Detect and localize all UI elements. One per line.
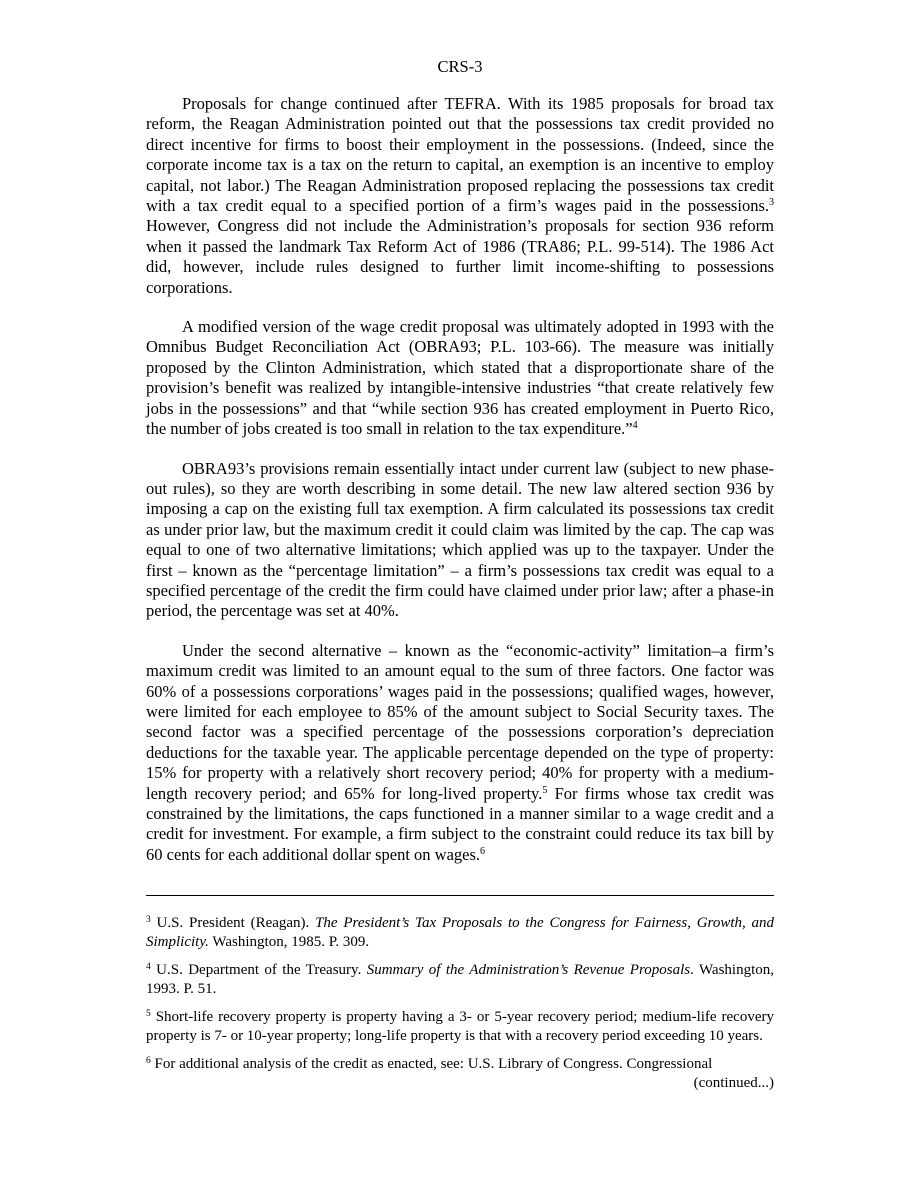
footnote-6 bbox=[146, 1055, 774, 1074]
footnote-5 bbox=[146, 1008, 774, 1046]
footnote-divider bbox=[146, 895, 774, 896]
footnote-4-number: 4 bbox=[146, 962, 151, 972]
footnote-3-number: 3 bbox=[146, 915, 151, 925]
footnote-5-number: 5 bbox=[146, 1009, 151, 1019]
paragraph-1-text-b: However, Congress did not include the Administration’s proposals for section 936 reform when it passed the landmark Tax Reform Act of 1986 (TRA86; P.L. 99-514). The 1986 Act did, however, include rules designed to further limit income-shifting to possessions corporations. bbox=[146, 216, 774, 297]
paragraph-2-text: A modified version of the wage credit proposal was ultimately adopted in 1993 with the Omnibus Budget Reconciliation Act (OBRA93; P.L. 103-66). The measure was initially proposed by the Clinton Administration, which stated that a disproportionate share of the provision’s benefit was realized by intangible-intensive industries “that create relatively few jobs in the possessions” and that “while section 936 has created employment in Puerto Rico, the number of jobs created is too small in relation to the tax expenditure.” bbox=[146, 317, 774, 439]
paragraph-4-text-b: For firms whose tax credit was constrained by the limitations, the caps functioned in a manner similar to a wage credit and a credit for investment. For example, a firm subject to the constraint could reduce its tax bill by 60 cents for each additional dollar spent on wages. bbox=[146, 783, 774, 864]
footnote-3-tail: Washington, 1985. P. 309. bbox=[208, 934, 370, 950]
footnote-4-title: Summary of the Administration’s Revenue Proposals bbox=[366, 962, 691, 978]
footnote-ref-3[interactable]: 3 bbox=[769, 197, 774, 209]
paragraph-1 bbox=[146, 94, 774, 298]
footnote-ref-4[interactable]: 4 bbox=[632, 420, 638, 432]
footnote-3-title: The President’s Tax Proposals to the Congress for Fairness, Growth, and Simplicity. bbox=[146, 915, 775, 950]
footnote-4-lead: U.S. Department of the Treasury. bbox=[150, 962, 367, 978]
footnotes bbox=[146, 914, 774, 1093]
paragraph-4-text-a: Under the second alternative – known as the “economic-activity” limitation–a firm’s maximum credit was limited to an amount equal to the sum of three factors. One factor was 60% of a possessions corporations’ wages paid in the possessions; qualified wages, however, were limited for each employee to 85% of the amount subject to Social Security taxes. The second factor was a specified percentage of the possessions corporation’s depreciation deductions for the taxable year. The applicable percentage depended on the type of property: 15% for property with a relatively short recovery period; 40% for property with a medium-length recovery period; and 65% for long-lived property. bbox=[146, 640, 774, 803]
footnote-4 bbox=[146, 961, 774, 999]
paragraph-2 bbox=[146, 317, 774, 439]
footnote-3-lead: U.S. President (Reagan). bbox=[150, 915, 316, 931]
page-header: CRS-3 bbox=[437, 57, 483, 76]
paragraph-3-text: OBRA93’s provisions remain essentially intact under current law (subject to new phase-out rules), so they are worth describing in some detail. The new law altered section 936 by imposing a cap on the existing full tax exemption. A firm calculated its possessions tax credit as under prior law, but the maximum credit it could claim was limited by the cap. The cap was equal to one of two alternative limitations; which applied was up to the taxpayer. Under the first – known as the “percentage limitation” – a firm’s possessions tax credit was equal to a specified percentage of the credit the firm could have claimed under prior law; after a phase-in period, the percentage was set at 40%. bbox=[146, 458, 774, 621]
footnote-ref-5[interactable]: 5 bbox=[542, 784, 548, 796]
footnote-3 bbox=[146, 914, 774, 952]
footnote-6-text: For additional analysis of the credit as enacted, see: U.S. Library of Congress. Congressional bbox=[150, 1056, 713, 1072]
body-text bbox=[146, 94, 774, 884]
paragraph-1-text-a: Proposals for change continued after TEFRA. With its 1985 proposals for broad tax reform, the Reagan Administration pointed out that the possessions tax credit provided no direct incentive for firms to boost their employment in the possessions. (Indeed, since the corporate income tax is a tax on the return to capital, an exemption is an incentive to employ capital, not labor.) The Reagan Administration proposed replacing the possessions tax credit with a tax credit equal to a specified portion of a firm’s wages paid in the possessions. bbox=[146, 94, 774, 216]
footnote-4-tail: . Washington, 1993. P. 51. bbox=[146, 962, 774, 997]
footnote-5-text: Short-life recovery property is property having a 3- or 5-year recovery period; medium-life recovery property is 7- or 10-year property; long-life property is that with a recovery period exceeding 10 years. bbox=[146, 1009, 774, 1044]
paragraph-3 bbox=[146, 459, 774, 622]
footnote-6-number: 6 bbox=[146, 1056, 151, 1066]
footnote-ref-6[interactable]: 6 bbox=[480, 845, 486, 857]
paragraph-4 bbox=[146, 641, 774, 865]
continued-marker: (continued...) bbox=[693, 1075, 774, 1091]
